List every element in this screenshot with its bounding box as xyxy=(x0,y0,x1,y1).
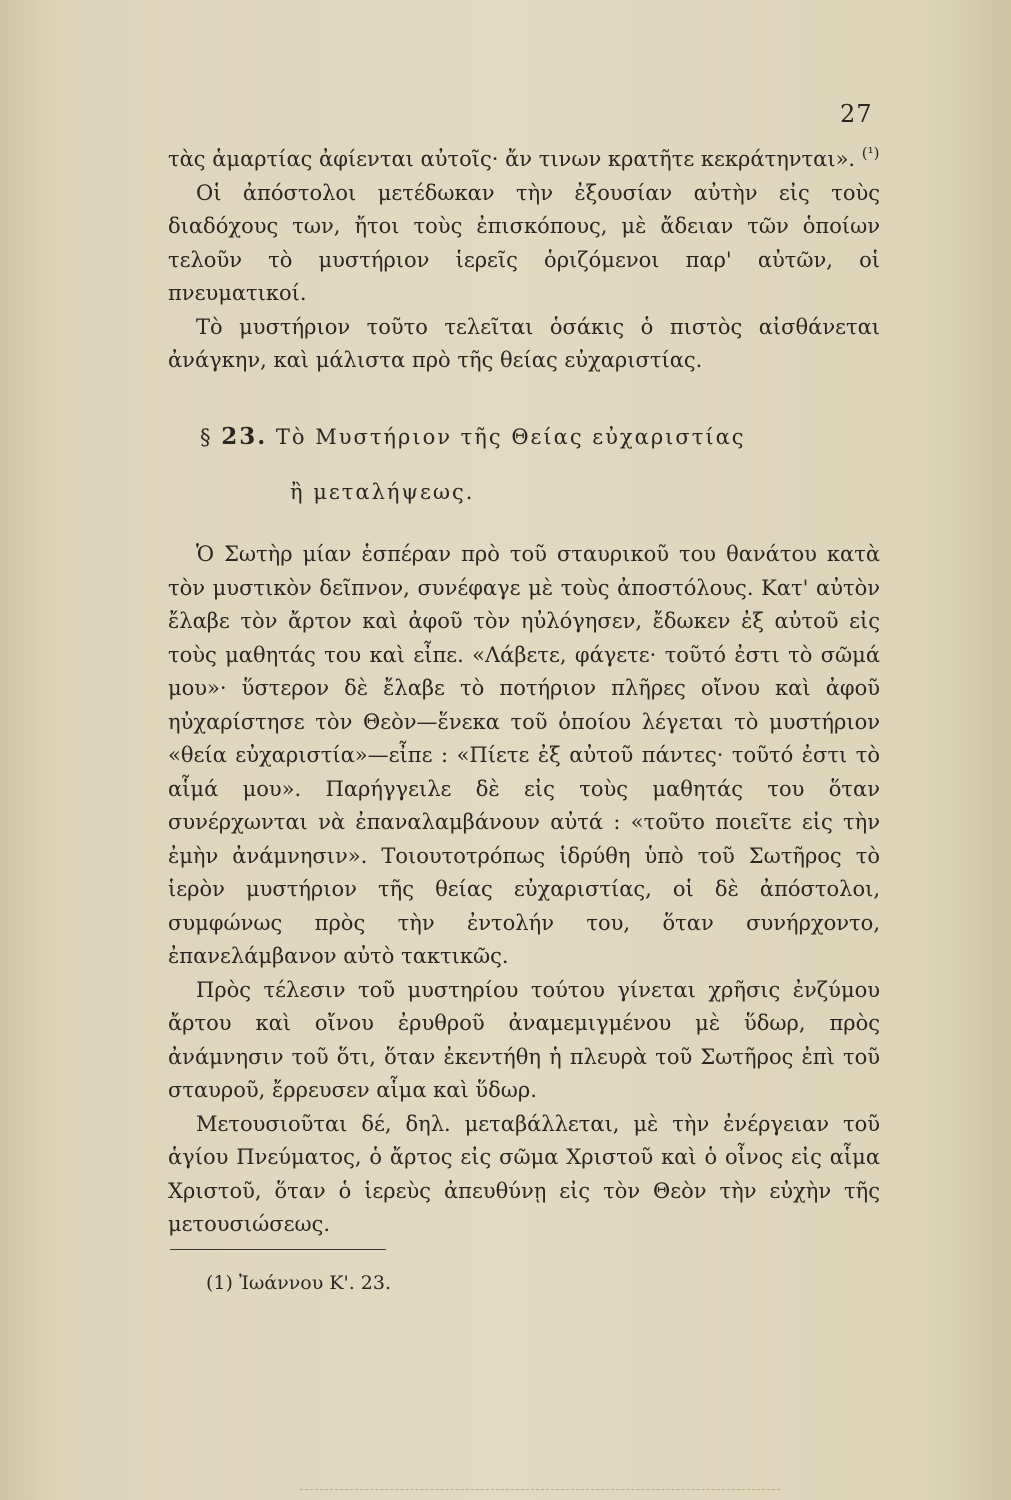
footnote-marker: (¹) xyxy=(861,144,880,162)
paragraph: Μετουσιοῦται δέ, δηλ. μεταβάλλεται, μὲ τὴν ἐνέργειαν τοῦ ἁγίου Πνεύματος, ὁ ἄρτος εἰς σῶμα Χριστοῦ καὶ ὁ οἶνος εἰς αἷμα Χριστοῦ, ὅταν ὁ ἱερεὺς ἀπευθύνῃ εἰς τὸν Θεὸν τὴν εὐχὴν τῆς μετουσιώσεως. xyxy=(168,1111,880,1236)
paragraph: Ὁ Σωτὴρ μίαν ἑσπέραν πρὸ τοῦ σταυρικοῦ του θανάτου κατὰ τὸν μυστικὸν δεῖπνον, συνέφαγε μὲ τοὺς ἀποστόλους. Κατ' αὐτὸν ἔλαβε τὸν ἄρτον καὶ ἀφοῦ τὸν ηὐλόγησεν, ἔδωκεν ἐξ αὐτοῦ εἰς τοὺς μαθητάς του καὶ εἶπε. «Λάβετε, φάγετε· τοῦτό ἐστι τὸ σῶμά μου»· ὕστερον δὲ ἔλαβε τὸ ποτήριον πλῆρες οἴνου καὶ ἀφοῦ ηὐχαρίστησε τὸν Θεὸν—ἕνεκα τοῦ ὁποίου λέγεται τὸ μυστήριον «θεία εὐχαριστία»—εἶπε : «Πίετε ἐξ αὐτοῦ πάντες· τοῦτό ἐστι τὸ αἷμά μου». Παρήγγειλε δὲ εἰς τοὺς μαθητάς του ὅταν συνέρχωνται νὰ ἐπαναλαμβάνουν αὐτά : «τοῦτο ποιεῖτε εἰς τὴν ἐμὴν ἀνάμνησιν». Τοιουτοτρόπως ἱδρύθη ὑπὸ τοῦ Σωτῆρος τὸ ἱερὸν μυστήριον τῆς θείας εὐχαριστίας, οἱ δὲ ἀπόστολοι, συμφώνως πρὸς τὴν ἐντολήν του, ὅταν συνήρχοντο, ἐπανελάμβανον αὐτὸ τακτικῶς. xyxy=(168,542,880,968)
paragraph: Τὸ μυστήριον τοῦτο τελεῖται ὁσάκις ὁ πιστὸς αἰσθάνεται ἀνάγκην, καὶ μάλιστα πρὸ τῆς θείας εὐχαριστίας. xyxy=(168,314,880,372)
paragraph-text: τὰς ἁμαρτίας ἀφίενται αὐτοῖς· ἄν τινων κρατῆτε κεκράτηνται». xyxy=(168,147,856,171)
footnote: (1) Ἰωάννου Κ'. 23. xyxy=(206,1272,392,1294)
paragraph: Πρὸς τέλεσιν τοῦ μυστηρίου τούτου γίνεται χρῆσις ἐνζύμου ἄρτου καὶ οἴνου ἐρυθροῦ ἀναμεμιγμένου μὲ ὕδωρ, πρὸς ἀνάμνησιν τοῦ ὅτι, ὅταν ἐκεντήθη ἡ πλευρὰ τοῦ Σωτῆρος ἐπὶ τοῦ σταυροῦ, ἔρρευσεν αἷμα καὶ ὕδωρ. xyxy=(168,977,880,1102)
section-title: Τὸ Μυστήριον τῆς Θείας εὐχαριστίας xyxy=(275,425,746,449)
paragraph: Οἱ ἀπόστολοι μετέδωκαν τὴν ἐξουσίαν αὐτὴν εἰς τοὺς διαδόχους των, ἤτοι τοὺς ἐπισκόπους, μὲ ἄδειαν τῶν ὁποίων τελοῦν τὸ μυστήριον ἱερεῖς ὁριζόμενοι παρ' αὐτῶν, οἱ πνευματικοί. xyxy=(168,180,880,305)
section-sign: § xyxy=(200,425,213,449)
footnote-divider xyxy=(170,1249,386,1250)
page-edge-wear xyxy=(300,1489,780,1500)
body-text xyxy=(168,538,880,1242)
paragraph xyxy=(168,143,880,177)
section-subtitle: ἢ μεταλήψεως. xyxy=(290,480,475,504)
section-heading xyxy=(200,417,880,457)
opening-text xyxy=(168,143,880,378)
page-number: 27 xyxy=(840,100,873,128)
section-number: 23. xyxy=(221,423,268,450)
